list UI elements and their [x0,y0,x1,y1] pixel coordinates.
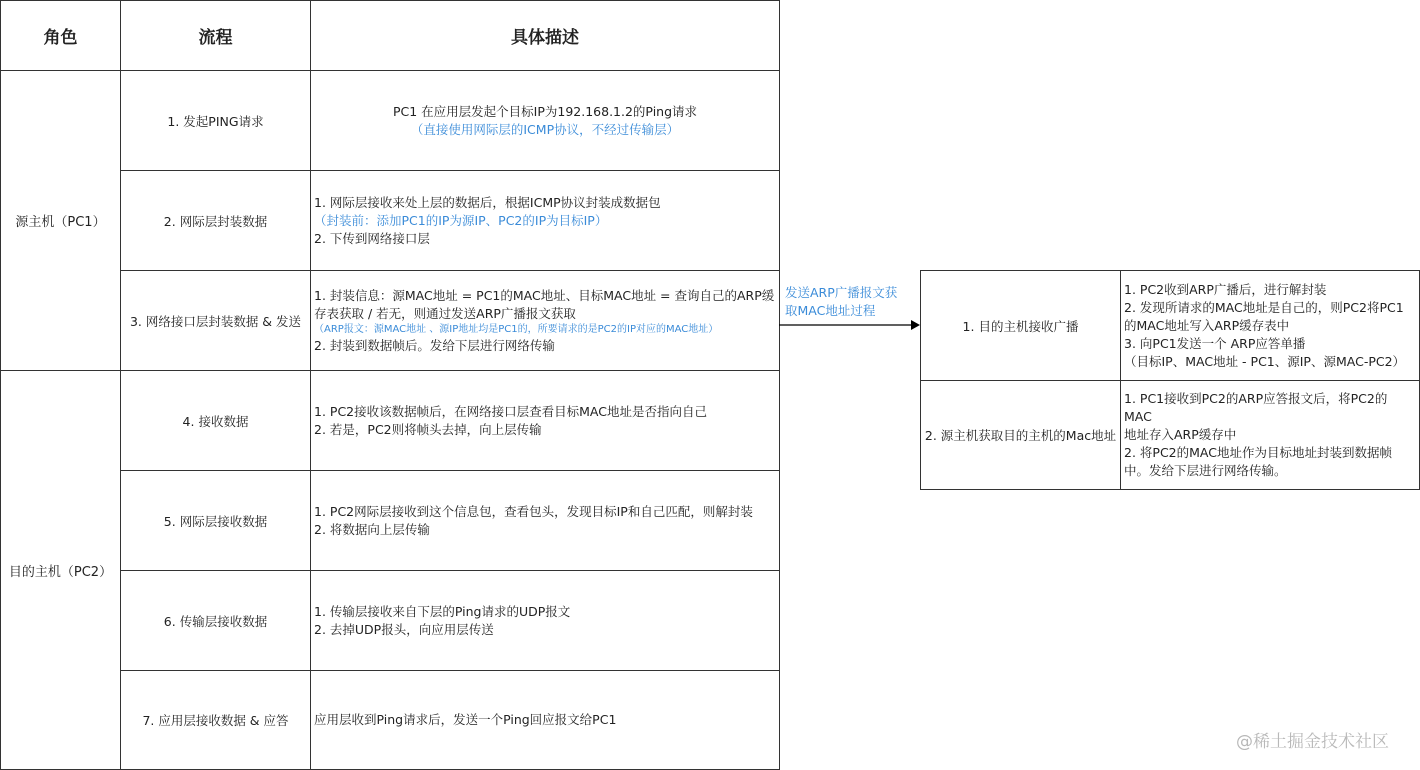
description-text [314,287,774,355]
description-line: 1. 封装信息：源MAC地址 = PC1的MAC地址、目标MAC地址 = 查询自己的ARP缓 [314,287,775,303]
description-note: （直接使用网际层的ICMP协议，不经过传输层） [410,121,680,137]
arp-step-description [1120,380,1420,490]
arp-description-line: 中。发给下层进行网络传输。 [1124,463,1287,478]
arp-description-line: 地址存入ARP缓存中 [1124,427,1237,442]
step-description [310,570,780,671]
description-note: （封装前：添加PC1的IP为源IP、PC2的IP为目标IP） [314,212,608,228]
arp-description-line: 1. PC2收到ARP广播后，进行解封装 [1124,281,1327,297]
process-step: 6. 传输层接收数据 [120,570,311,671]
arrow-label [785,284,917,320]
description-line: 1. PC2接收该数据帧后，在网络接口层查看目标MAC地址是否指向自己 [314,403,707,419]
description-line: 2. 去掉UDP报头，向应用层传送 [314,621,494,637]
description-text [314,403,707,439]
arp-step: 1. 目的主机接收广播 [920,270,1121,381]
arp-description-line: （目标IP、MAC地址 - PC1、源IP、源MAC-PC2） [1124,353,1406,369]
role-source-host: 源主机（PC1） [0,70,121,371]
arp-description-line: 的MAC地址写入ARP缓存表中 [1124,317,1290,333]
description-text [314,711,616,729]
process-step: 4. 接收数据 [120,370,311,471]
step-description [310,70,780,171]
arp-description-line: 1. PC1接收到PC2的ARP应答报文后，将PC2的MAC [1124,391,1388,424]
process-step: 5. 网际层接收数据 [120,470,311,571]
watermark: @稀土掘金技术社区 [1236,732,1389,752]
description-text [314,194,661,248]
arrow-label-line: 取MAC地址过程 [785,303,876,318]
arrow-to-arp-process [779,318,921,332]
arp-description-text [1124,390,1415,480]
description-line: 1. PC2网际层接收到这个信息包，查看包头，发现目标IP和自己匹配，则解封装 [314,503,753,519]
step-description [310,270,780,371]
description-line: 2. 将数据向上层传输 [314,521,430,537]
header-role: 角色 [0,0,121,71]
step-description [310,470,780,571]
arp-step-description [1120,270,1420,381]
arp-description-line: 3. 向PC1发送一个 ARP应答单播 [1124,335,1306,351]
process-step: 1. 发起PING请求 [120,70,311,171]
step-description [310,670,780,770]
arp-step: 2. 源主机获取目的主机的Mac地址 [920,380,1121,490]
arp-description-line: 2. 发现所请求的MAC地址是自己的，则PC2将PC1 [1124,299,1404,315]
description-line: 应用层收到Ping请求后，发送一个Ping回应报文给PC1 [314,712,617,727]
header-process: 流程 [120,0,311,71]
description-line: 存表获取 / 若无，则通过发送ARP广播报文获取 [314,305,576,321]
process-step: 3. 网络接口层封装数据 & 发送 [120,270,311,371]
description-line: 2. 若是，PC2则将帧头去掉，向上层传输 [314,421,542,437]
role-destination-host: 目的主机（PC2） [0,370,121,770]
arrow-label-line: 发送ARP广播报文获 [785,285,898,300]
arp-description-text [1124,281,1405,371]
step-description [310,370,780,471]
description-text [314,603,570,639]
description-line: 2. 封装到数据帧后。发给下层进行网络传输 [314,337,555,353]
process-step: 7. 应用层接收数据 & 应答 [120,670,311,770]
description-line: 2. 下传到网络接口层 [314,230,430,246]
description-text [393,103,697,139]
description-line: 1. 网际层接收来处上层的数据后，根据ICMP协议封装成数据包 [314,194,661,210]
step-description [310,170,780,271]
description-note: （ARP报文：源MAC地址 、源IP地址均是PC1的，所要请求的是PC2的IP对应的MAC地址） [314,323,719,335]
description-line: PC1 在应用层发起个目标IP为192.168.1.2的Ping请求 [392,103,698,119]
arp-description-line: 2. 将PC2的MAC地址作为目标地址封装到数据帧 [1124,445,1392,460]
description-line: 1. 传输层接收来自下层的Ping请求的UDP报文 [314,603,571,619]
process-step: 2. 网际层封装数据 [120,170,311,271]
description-text [314,503,753,539]
header-description: 具体描述 [310,0,780,71]
